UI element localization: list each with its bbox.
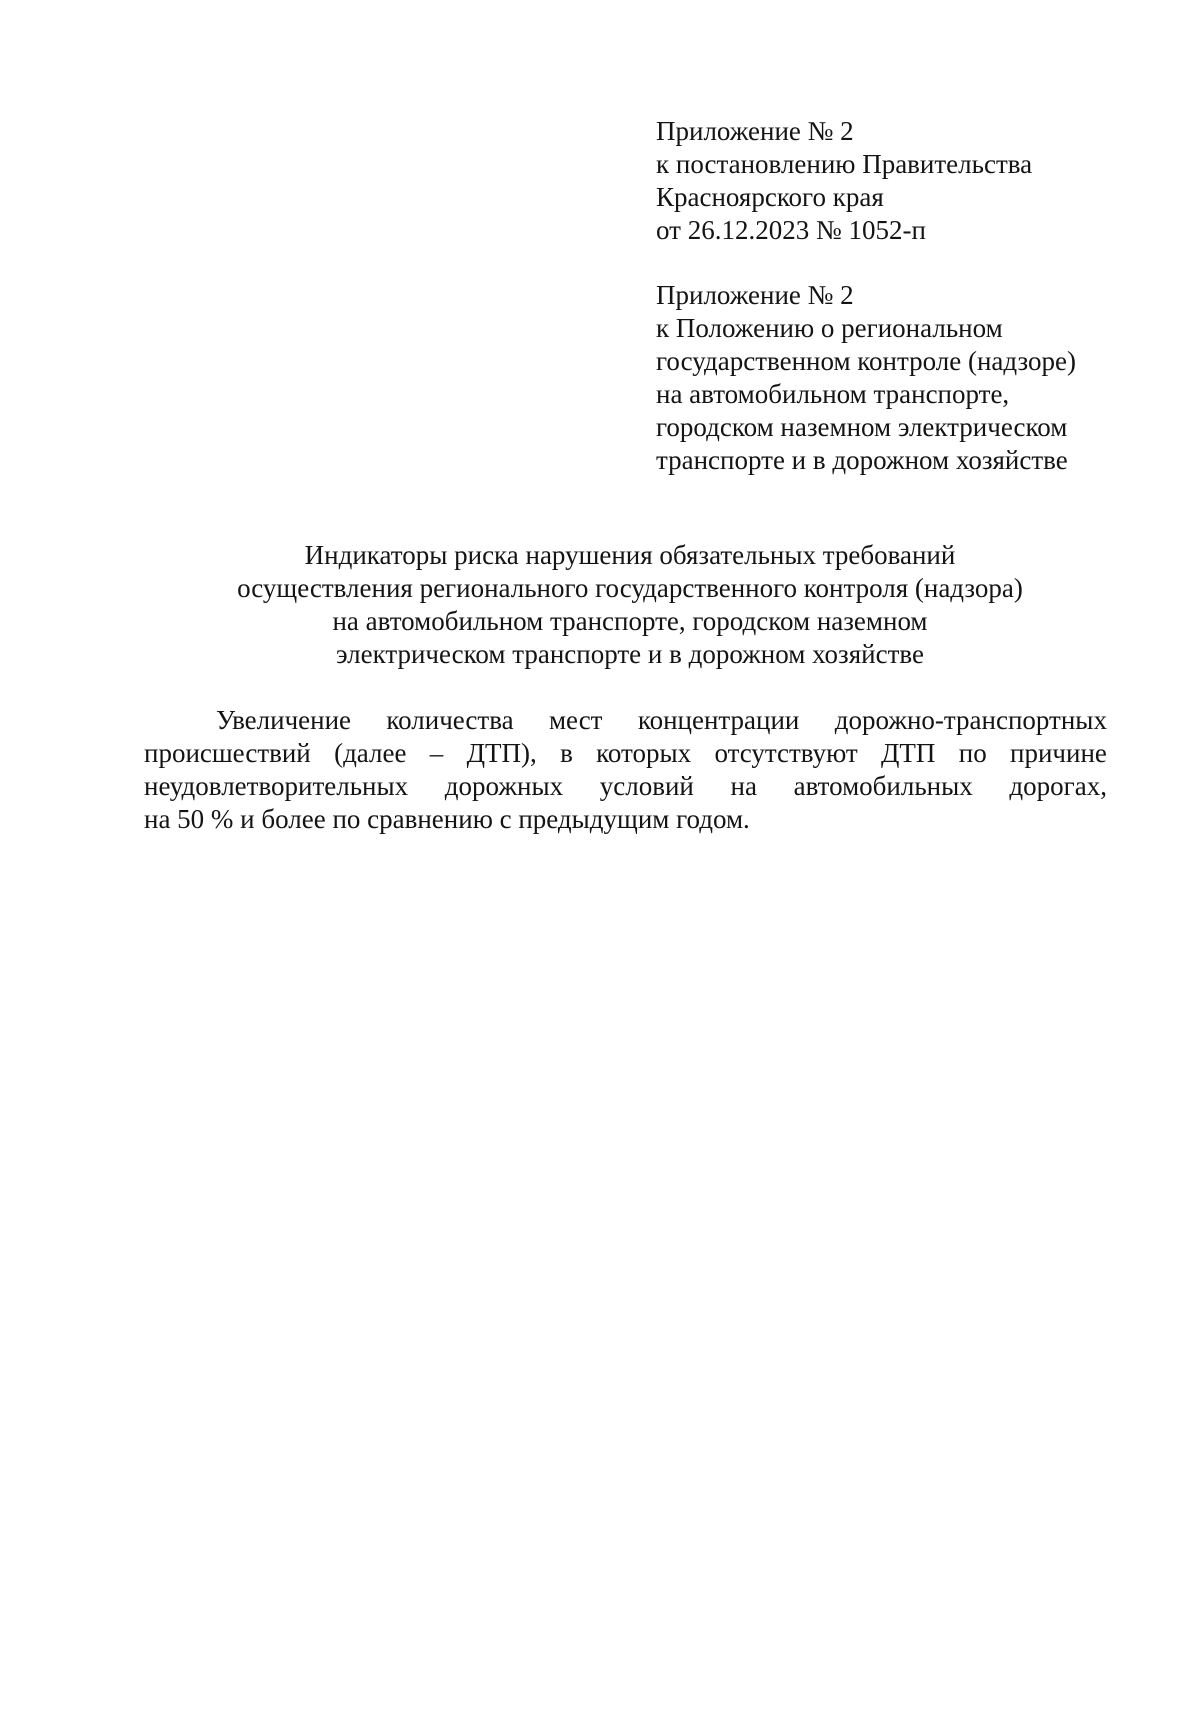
body-word: происшествий [144, 738, 311, 768]
document-title [150, 539, 1110, 671]
body-word: ДТП [881, 738, 936, 768]
body-line [144, 770, 1107, 803]
body-word: ДТП), [466, 738, 537, 768]
body-word: по [958, 738, 987, 768]
body-word: условий [599, 771, 694, 801]
annex-resolution-line: к постановлению Правительства [656, 149, 1033, 179]
annex-resolution-line: Красноярского края [656, 182, 884, 212]
body-word: дорожно-транспортных [834, 705, 1107, 735]
body-word: мест [548, 705, 603, 735]
body-word: дорожных [444, 771, 564, 801]
title-line: на автомобильном транспорте, городском наземном [332, 606, 928, 636]
annex-regulation-line: городском наземном электрическом [656, 412, 1068, 442]
annex-regulation-line: к Положению о региональном [656, 313, 1003, 343]
body-line [144, 803, 1107, 836]
annex-regulation-reference [656, 279, 1156, 477]
annex-resolution-line: от 26.12.2023 № 1052-п [656, 215, 926, 245]
annex-regulation-line: Приложение № 2 [656, 280, 854, 310]
title-line: осуществления регионального государственного контроля (надзора) [237, 573, 1023, 603]
body-word: которых [596, 738, 692, 768]
body-word: на 50 % и более по сравнению с предыдущим годом. [144, 804, 750, 834]
body-word: в [560, 738, 573, 768]
body-line [144, 704, 1107, 737]
body-word: (далее [334, 738, 407, 768]
body-word: неудовлетворительных [144, 771, 409, 801]
body-word: на [730, 771, 757, 801]
body-word: – [429, 738, 444, 768]
body-word: отсутствуют [714, 738, 858, 768]
body-word: дорогах, [1009, 771, 1107, 801]
annex-regulation-line: на автомобильном транспорте, [656, 379, 1010, 409]
body-word: количества [386, 705, 514, 735]
body-word: причине [1010, 738, 1107, 768]
body-word: автомобильных [793, 771, 973, 801]
body-word: концентрации [637, 705, 800, 735]
title-line: электрическом транспорте и в дорожном хозяйстве [336, 639, 924, 669]
annex-resolution-line: Приложение № 2 [656, 116, 854, 146]
body-paragraph [144, 704, 1107, 836]
title-line: Индикаторы риска нарушения обязательных требований [304, 540, 956, 570]
body-word: Увеличение [216, 705, 352, 735]
annex-regulation-line: государственном контроле (надзоре) [656, 346, 1076, 376]
body-line [144, 737, 1107, 770]
annex-resolution-reference [656, 115, 1156, 247]
annex-regulation-line: транспорте и в дорожном хозяйстве [656, 445, 1068, 475]
